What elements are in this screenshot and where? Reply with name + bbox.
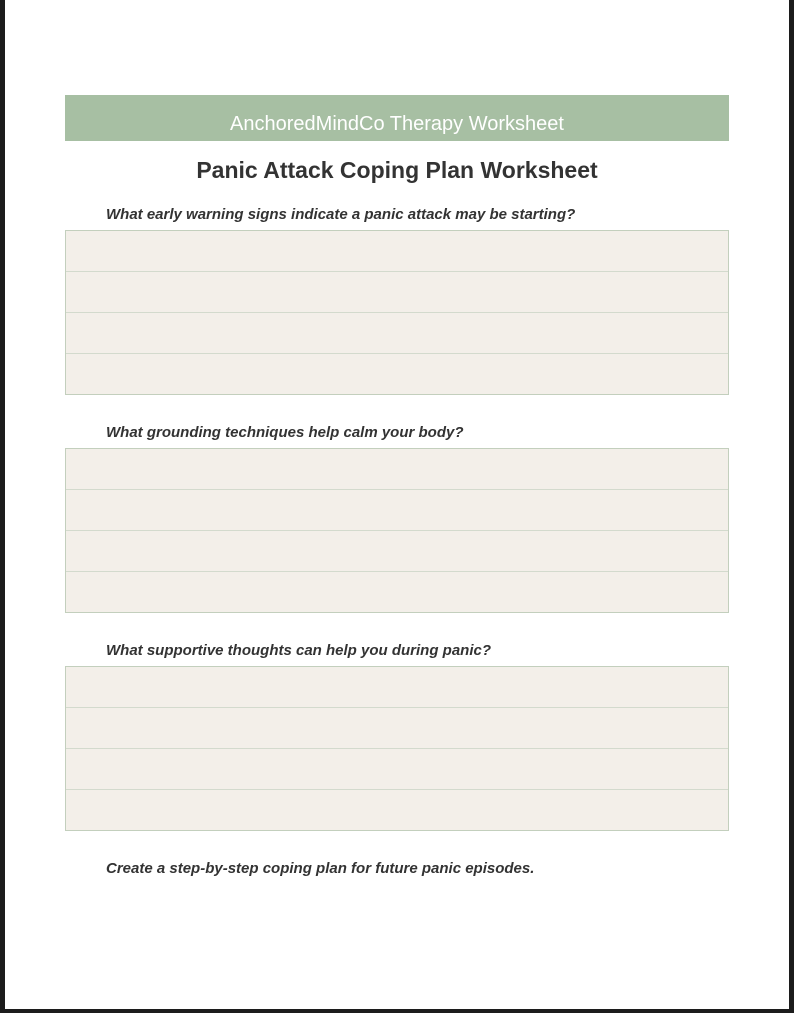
question-4: Create a step-by-step coping plan for future panic episodes. [106, 860, 535, 877]
answer-box-1[interactable] [65, 230, 729, 395]
answer-line[interactable] [66, 790, 728, 830]
answer-line[interactable] [66, 749, 728, 790]
answer-line[interactable] [66, 708, 728, 749]
worksheet-page [5, 0, 789, 1009]
question-3: What supportive thoughts can help you during panic? [106, 642, 491, 659]
answer-line[interactable] [66, 667, 728, 708]
answer-line[interactable] [66, 531, 728, 572]
answer-box-3[interactable] [65, 666, 729, 831]
answer-line[interactable] [66, 231, 728, 272]
answer-line[interactable] [66, 449, 728, 490]
answer-line[interactable] [66, 313, 728, 354]
answer-box-2[interactable] [65, 448, 729, 613]
question-2: What grounding techniques help calm your body? [106, 424, 464, 441]
question-1: What early warning signs indicate a panic attack may be starting? [106, 206, 576, 223]
answer-line[interactable] [66, 272, 728, 313]
brand-banner: AnchoredMindCo Therapy Worksheet [65, 95, 729, 141]
page-title: Panic Attack Coping Plan Worksheet [196, 157, 598, 183]
answer-line[interactable] [66, 572, 728, 612]
answer-line[interactable] [66, 354, 728, 394]
answer-line[interactable] [66, 490, 728, 531]
